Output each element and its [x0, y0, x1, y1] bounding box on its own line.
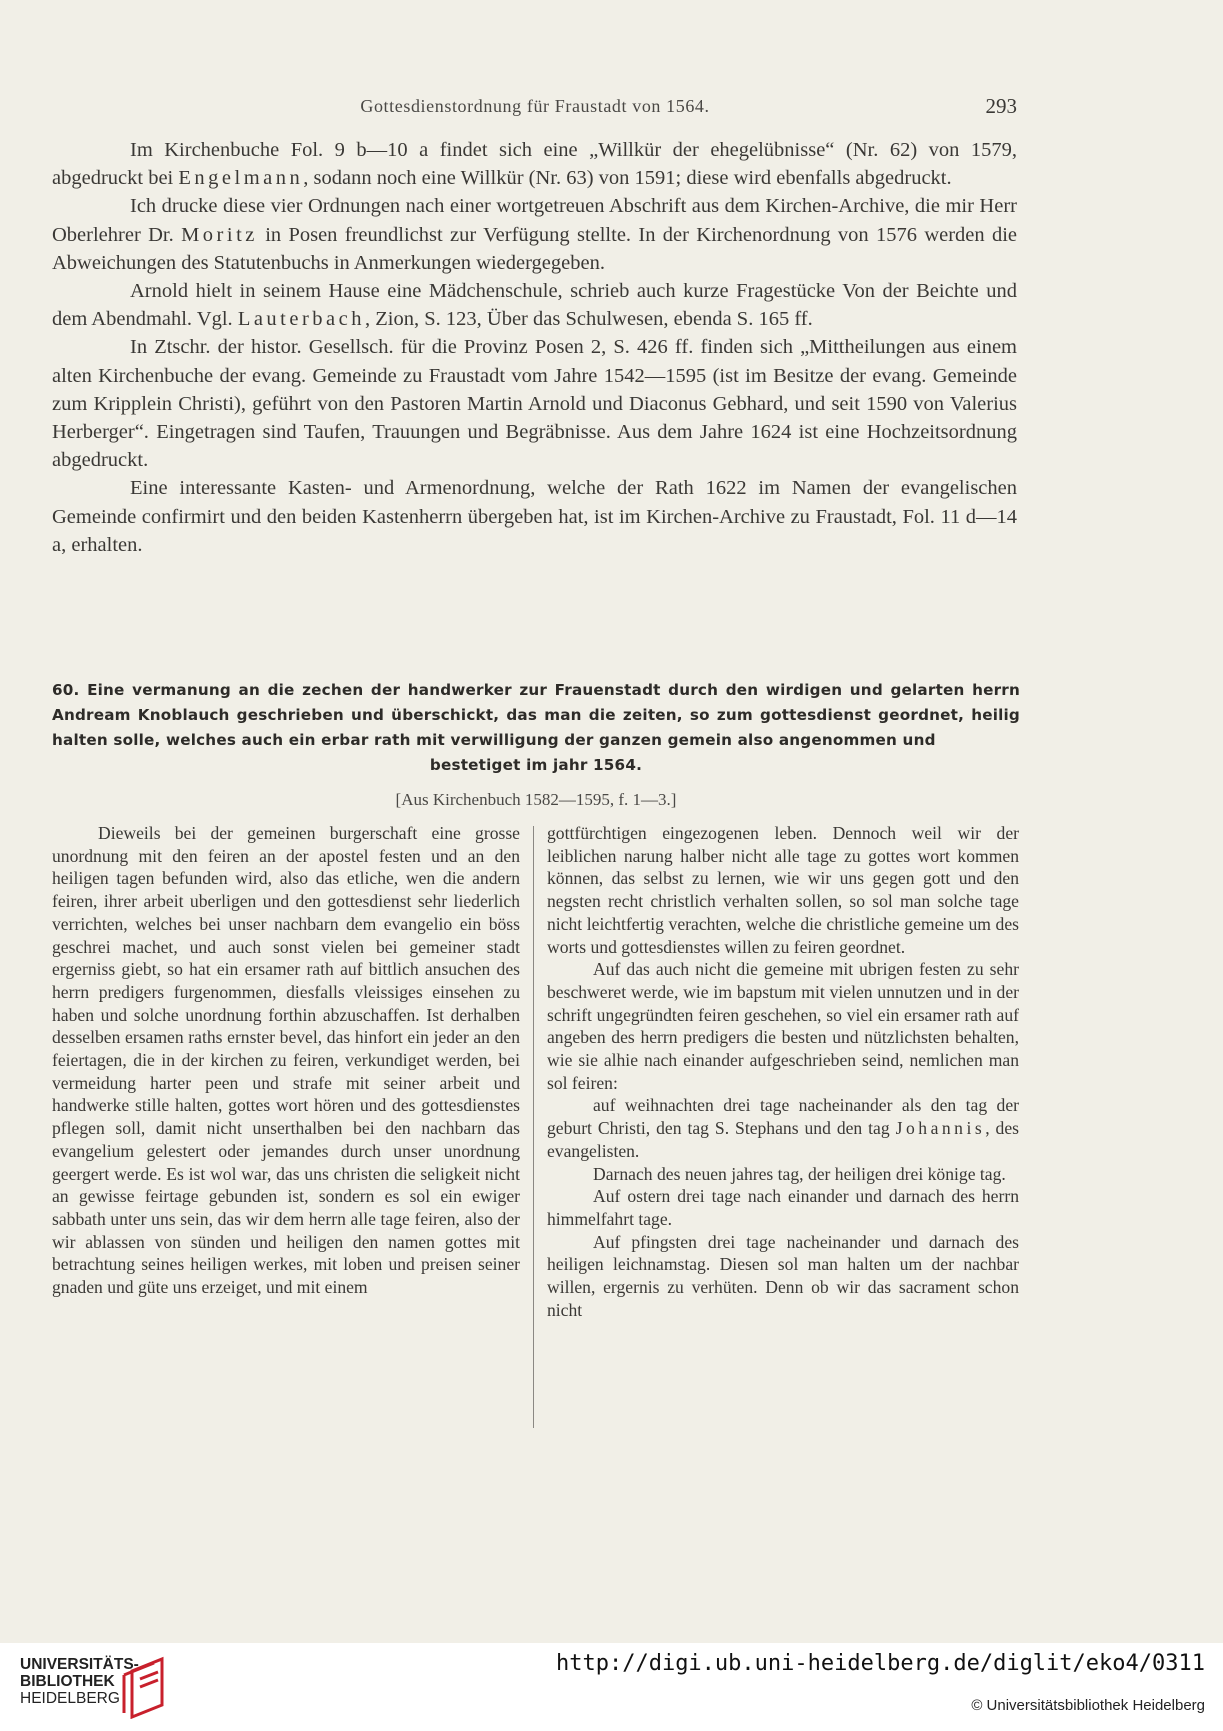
right-column	[547, 822, 1019, 1321]
right-paragraph-2: Auf das auch nicht die gemeine mit ubrigen festen zu sehr beschweret werde, wie im bapstum mit vielen unnutzen und in der schrift ungegründten feiren geschehen, so viel ein ersamer rath auf angeben des herrn predigers die besten und nützlichsten behalten, wie sie alhie nach einander aufgeschrieben seind, nemlichen man sol feiren:	[547, 959, 1019, 1093]
intro-p3-text-b: , Zion, S. 123, Über das Schulwesen, ebenda S. 165 ff.	[365, 308, 813, 331]
section-heading-last-line: bestetiget im jahr 1564.	[429, 756, 643, 774]
intro-paragraph-1	[52, 136, 1017, 192]
copyright-notice: © Universitätsbibliothek Heidelberg	[971, 1697, 1205, 1714]
logo-line-2: BIBLIOTHEK	[20, 1673, 115, 1690]
right-paragraph-6: Auf pfingsten drei tage nacheinander und darnach des heiligen leichnamstag. Diesen sol man halten um der nachbar willen, ergernis zu verhüten. Denn ob wir das sacrament schon nicht	[547, 1231, 1019, 1320]
right-paragraph-4: Darnach des neuen jahres tag, der heiligen drei könige tag.	[593, 1163, 1006, 1184]
intro-p3-name: Lauterbach	[237, 308, 366, 331]
right-paragraph-5: Auf ostern drei tage nach einander und darnach des herrn himmelfahrt tage.	[547, 1186, 1019, 1229]
intro-p1-name: Engelmann	[178, 167, 304, 190]
logo-line-3: HEIDELBERG	[20, 1690, 120, 1707]
right-p3-text-b: , des evangelisten.	[547, 1118, 1019, 1161]
intro-p2-text-b: in Posen freundlichst zur Verfügung stellte. In der Kirchenordnung von 1576 werden die Abweichungen des Statutenbuchs in Anmerkungen wiedergegeben.	[52, 223, 1018, 274]
source-reference: [Aus Kirchenbuch 1582—1595, f. 1—3.]	[395, 790, 677, 809]
column-divider	[533, 826, 534, 1428]
intro-p2-name: Moritz	[181, 223, 258, 246]
intro-p2-text-a: Ich drucke diese vier Ordnungen nach einer wortgetreuen Abschrift aus dem Kirchen-Archive, die mir Herr Oberlehrer Dr.	[52, 195, 1017, 246]
intro-p1-text-b: , sodann noch eine Willkür (Nr. 63) von 1591; diese wird ebenfalls abgedruckt.	[303, 167, 952, 190]
intro-p1-text-a: Im Kirchenbuche Fol. 9 b—10 a findet sich eine „Willkür der ehegelübnisse“ (Nr. 62) von 1579, abgedruckt bei	[52, 139, 1017, 190]
logo-line-1: UNIVERSITÄTS-	[20, 1656, 139, 1673]
section-heading-main: 60. Eine vermanung an die zechen der handwerker zur Frauenstadt durch den wirdigen und gelarten herrn Andream Knoblauch geschrieben und überschickt, das man die zeiten, so zum gottesdienst geordnet, heilig halten solle, welches auch ein erbar rath mit verwilligung der ganzen gemein also angenommen und	[52, 681, 1020, 749]
right-p3-name: Johannis	[895, 1118, 986, 1139]
intro-paragraph-3	[52, 277, 1017, 333]
right-paragraph-3	[547, 1094, 1019, 1162]
running-header: Gottesdienstordnung für Fraustadt von 1564.	[360, 96, 710, 116]
left-column	[52, 822, 520, 1299]
section-heading	[52, 678, 1020, 778]
page-number: 293	[985, 94, 1017, 118]
permalink-url[interactable]: http://digi.ub.uni-heidelberg.de/diglit/eko4/0311	[555, 1651, 1205, 1676]
right-p3-text-a: auf weihnachten drei tage nacheinander als den tag der geburt Christi, den tag S. Stephans und den tag	[547, 1095, 1019, 1139]
left-paragraph-1: Dieweils bei der gemeinen burgerschaft eine grosse unordnung mit den feiren an der apostel festen und an den heiligen tagen befunden wird, also das etliche, wen die andern feiren, ihrer arbeit uberligen und den gottesdienst sehr liederlich verrichten, welches bei unser nachbarn dem evangelio ein böss geschrei machet, und auch sonst vielen bei gemeiner stadt ergerniss giebt, so hat ein ersamer rath auf bittlich ansuchen des herrn predigers furgenommen, diesfalls vleissiges einsehen zu haben und solche unordnung forthin abzuschaffen. Ist derhalben desselben ersamen raths ernster bevel, das hinfort ein jeder an den feiertagen, die in der kirchen zu feiren, verkundiget werden, bei vermeidung harter peen und strafe mit seiner arbeit und handwerke stille halten, gottes wort hören und des gottesdienstes pflegen soll, damit nicht unserthalben bei den nachbarn das evangelium gelestert oder jemandes durch unser unordnung geergert werde. Es ist wol war, das uns christen die seligkeit nicht an gewisse feirtage gebunden ist, sondern es sol ein ewiger sabbath unter uns sein, das wir dem herrn alle tage feiren, also der wir ablassen von sünden und heiligen den namen gottes mit betrachtung seines heiligen werkes, mit loben und preisen seiner gnaden und güte uns erzeiget, und mit einem	[52, 823, 520, 1298]
intro-p3-text-a: Arnold hielt in seinem Hause eine Mädchenschule, schrieb auch kurze Fragestücke Von der Beichte und dem Abendmahl. Vgl.	[52, 280, 1017, 331]
right-paragraph-1: gottfürchtigen eingezogenen leben. Dennoch weil wir der leiblichen narung halber nicht alle tage zu gottes wort kommen können, das selbst zu lernen, wie wir uns gegen gott und den negsten recht christlich verhalten sollen, so sol man solche tage nicht leichtfertig verachten, welche die christliche gemeine um des worts und gottesdienstes willen zu feiren geordnet.	[547, 823, 1019, 957]
intro-notes	[52, 136, 1017, 559]
intro-paragraph-2	[52, 192, 1017, 277]
intro-paragraph-4: In Ztschr. der histor. Gesellsch. für die Provinz Posen 2, S. 426 ff. finden sich „Mittheilungen aus einem alten Kirchenbuche der evang. Gemeinde zu Fraustadt vom Jahre 1542—1595 (ist im Besitze der evang. Gemeinde zum Kripplein Christi), geführt von den Pastoren Martin Arnold und Diaconus Gebhard, und seit 1590 von Valerius Herberger“. Eingetragen sind Taufen, Trauungen und Begräbnisse. Aus dem Jahre 1624 ist eine Hochzeitsordnung abgedruckt.	[52, 336, 1017, 472]
library-logo-icon	[118, 1653, 174, 1719]
intro-paragraph-5: Eine interessante Kasten- und Armenordnung, welche der Rath 1622 im Namen der evangelischen Gemeinde confirmirt und den beiden Kastenherrn übergeben hat, ist im Kirchen-Archive zu Fraustadt, Fol. 11 d—14 a, erhalten.	[52, 477, 1017, 556]
